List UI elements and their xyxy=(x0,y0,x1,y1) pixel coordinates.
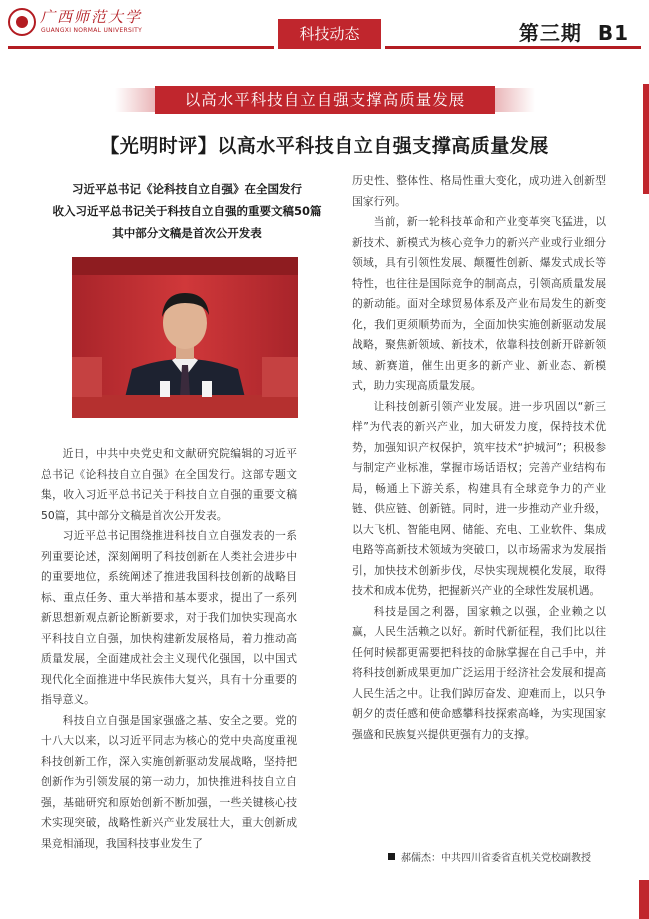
portrait-photo xyxy=(72,257,298,418)
issue-number xyxy=(519,17,629,46)
university-logo[interactable] xyxy=(8,6,148,40)
masthead xyxy=(0,0,649,52)
edge-decoration-bottom xyxy=(639,880,649,919)
topic-banner xyxy=(155,86,495,114)
banner-text: 以高水平科技自立自强支撑高质量发展 xyxy=(184,91,466,109)
subtitle-line: 其中部分文稿是首次公开发表 xyxy=(112,226,262,240)
page-number: B1 xyxy=(597,21,629,45)
header-rule-left xyxy=(8,46,274,49)
paragraph: 历史性、整体性、格局性重大变化，成功进入创新型国家行列。 xyxy=(352,174,606,208)
author-byline xyxy=(388,849,591,864)
byline-text: 郝儒杰：中共四川省委省直机关党校副教授 xyxy=(401,853,591,864)
logo-text-cn: 广西师范大学 xyxy=(40,8,143,26)
seal-icon xyxy=(8,8,36,36)
paragraph: 近日，中共中央党史和文献研究院编辑的习近平总书记《论科技自立自强》在全国发行。这部专题文集，收入习近平总书记关于科技自立自强的重要文稿50篇，其中部分文稿是首次公开发表。 xyxy=(41,447,297,522)
article-title: 【光明时评】以高水平科技自立自强支撑高质量发展 xyxy=(100,135,549,157)
article-subtitle xyxy=(42,178,332,244)
paragraph: 科技自立自强是国家强盛之基、安全之要。党的十八大以来，以习近平同志为核心的党中央高度重视科技创新工作，深入实施创新驱动发展战略，坚持把创新作为引领发展的第一动力，加快推进科技自立自强，基础研究和原始创新不断加强，一些关键核心技术实现突破，战略性新兴产业发展壮大，重大创新成果竞相涌现，我国科技事业发生了 xyxy=(41,713,297,850)
square-bullet-icon xyxy=(388,853,395,860)
subtitle-line: 习近平总书记《论科技自立自强》在全国发行 xyxy=(72,182,302,196)
header-rule-right xyxy=(385,46,641,49)
issue-label: 第三期 xyxy=(518,21,582,45)
paragraph: 当前，新一轮科技革命和产业变革突飞猛进，以新技术、新模式为核心竞争力的新兴产业或行业细分领域，具有引领性发展、颠覆性创新、爆发式成长等特性，也往往是国际竞争的制高点，引领高质量发展的新动能。面对全球贸易体系及产业布局发生的新变化，我们更须顺势而为，全面加快实施创新驱动发展战略，聚焦新领域、新技术，依靠科技创新开辟新领域、新赛道，催生出更多的新产业、新业态、新模式，助力实现高质量发展。 xyxy=(352,215,606,392)
logo-text-en: GUANGXI NORMAL UNIVERSITY xyxy=(41,27,143,34)
paragraph: 让科技创新引领产业发展。进一步巩固以“新三样”为代表的新兴产业，加大研发力度，保持技术优势，加强知识产权保护，筑牢技术“护城河”；积极参与制定产业标准，掌握市场话语权；完善产业结构布局，畅通上下游关系，构建具有全球竞争力的产业链、供应链、创新链。同时，进一步推动产业升级，以大飞机、智能电网、储能、充电、工业软件、集成电路等高新技术领域为突破口，以市场需求为发展指引，加快技术创新步伐，尽快实现规模化发展，取得技术和成本优势，把握新兴产业的全球性发展机遇。 xyxy=(352,399,606,597)
column-left xyxy=(41,444,297,854)
article-photo xyxy=(72,257,298,418)
column-right xyxy=(352,171,606,745)
section-tag: 科技动态 xyxy=(278,19,381,49)
paragraph: 科技是国之利器，国家赖之以强，企业赖之以赢，人民生活赖之以好。新时代新征程，我们比以往任何时候都更需要把科技的命脉掌握在自己手中，并将科技创新成果更加广泛运用于经济社会发展和提高人民生活之中。让我们踔厉奋发、迎难而上，以只争朝夕的责任感和使命感攀科技探索高峰，为实现国家强盛和民族复兴提供更强有力的支撑。 xyxy=(352,604,606,741)
subtitle-line: 收入习近平总书记关于科技自立自强的重要文稿50篇 xyxy=(52,204,322,218)
paragraph: 习近平总书记围绕推进科技自立自强发表的一系列重要论述，深刻阐明了科技创新在人类社会进步中的重要地位，系统阐述了推进我国科技创新的战略目标、重点任务、重大举措和基本要求，提出了一系列新思想新观点新论断新要求，对于我们加快实现高水平科技自立自强，加快构建新发展格局，着力推动高质量发展，全面建成社会主义现代化强国，以中国式现代化全面推进中华民族伟大复兴，具有十分重要的指导意义。 xyxy=(41,529,297,706)
